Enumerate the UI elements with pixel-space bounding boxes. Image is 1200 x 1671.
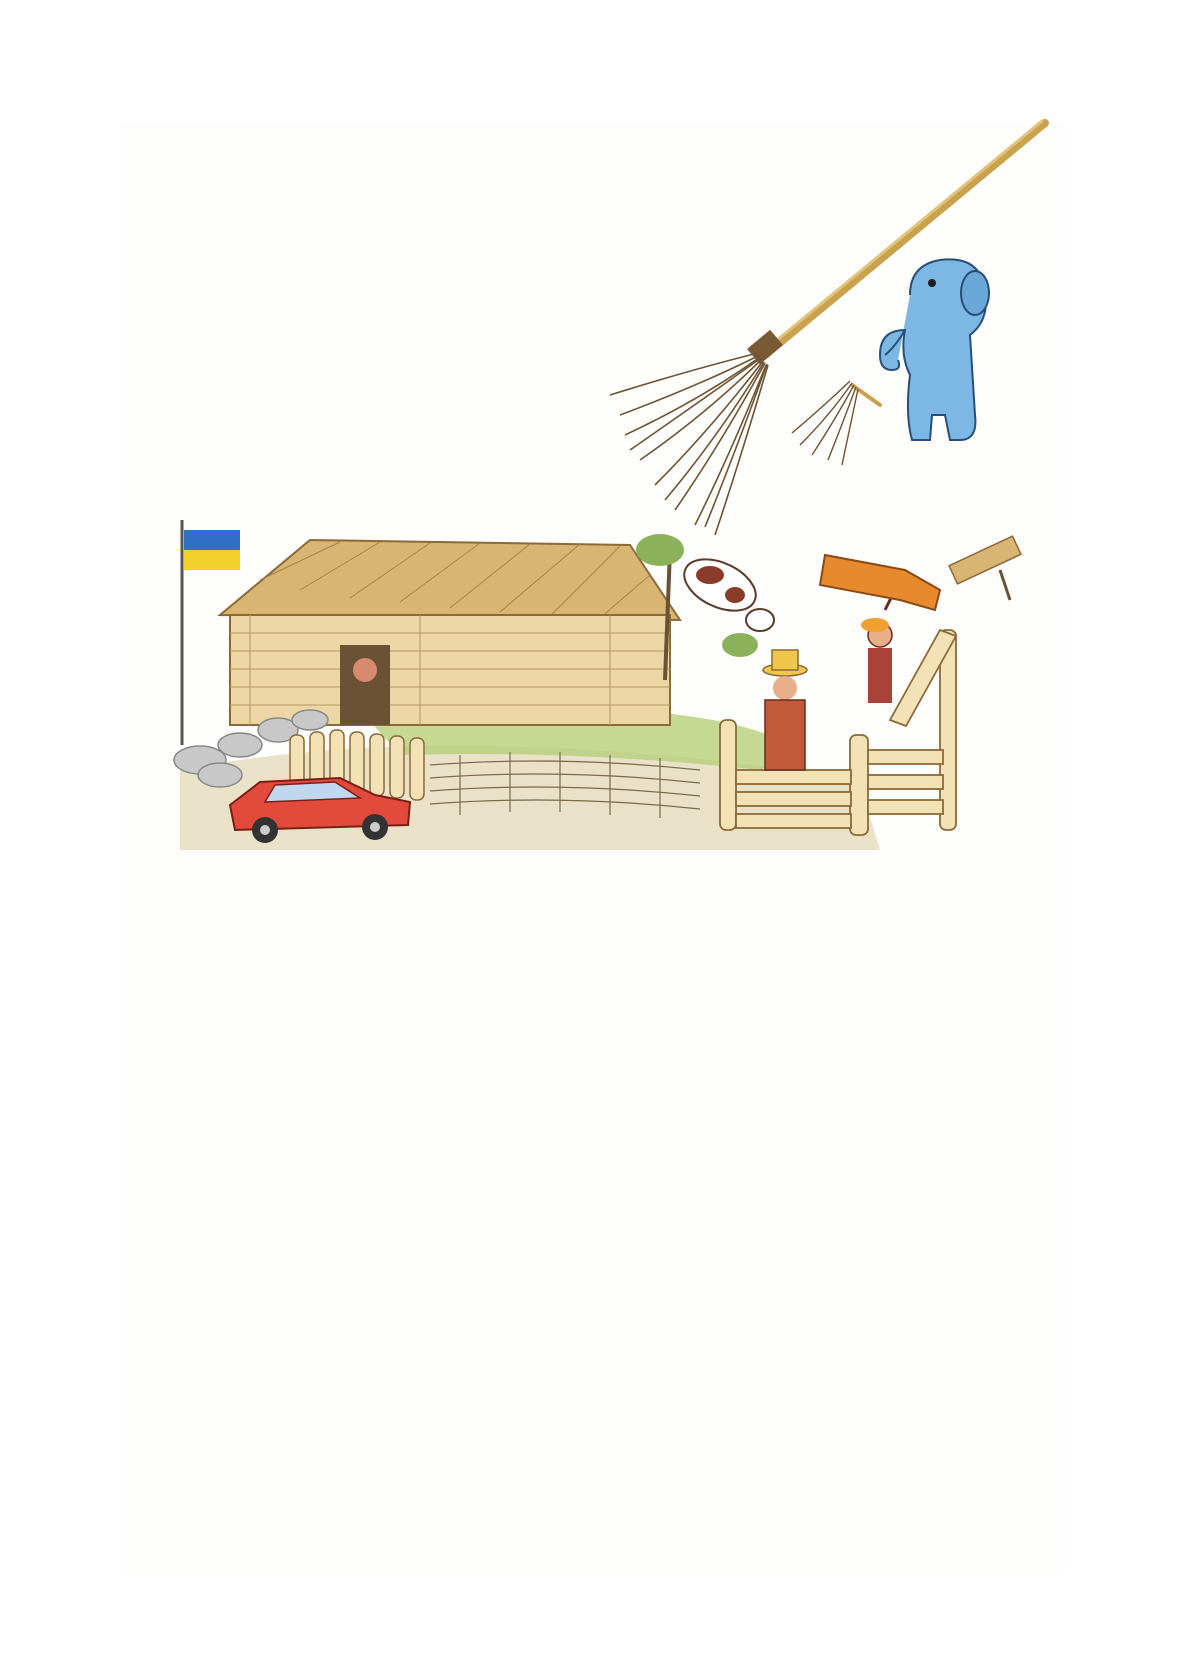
small-broom-bristles — [792, 381, 858, 465]
glue-bottle-sign — [820, 555, 940, 610]
farmer-character — [763, 650, 807, 770]
door-character — [353, 658, 377, 682]
farm-illustration — [160, 520, 1060, 880]
blue-elephant-character — [880, 259, 989, 440]
flag-top-stripe — [184, 530, 240, 550]
broom-bristles — [610, 353, 768, 535]
flag-bottom-stripe — [184, 550, 240, 570]
broom-illustration — [580, 115, 1060, 555]
cow — [676, 549, 774, 631]
house-door — [340, 645, 390, 725]
broom-handle — [765, 123, 1045, 355]
house-wall — [230, 615, 670, 725]
signpost — [949, 536, 1021, 600]
